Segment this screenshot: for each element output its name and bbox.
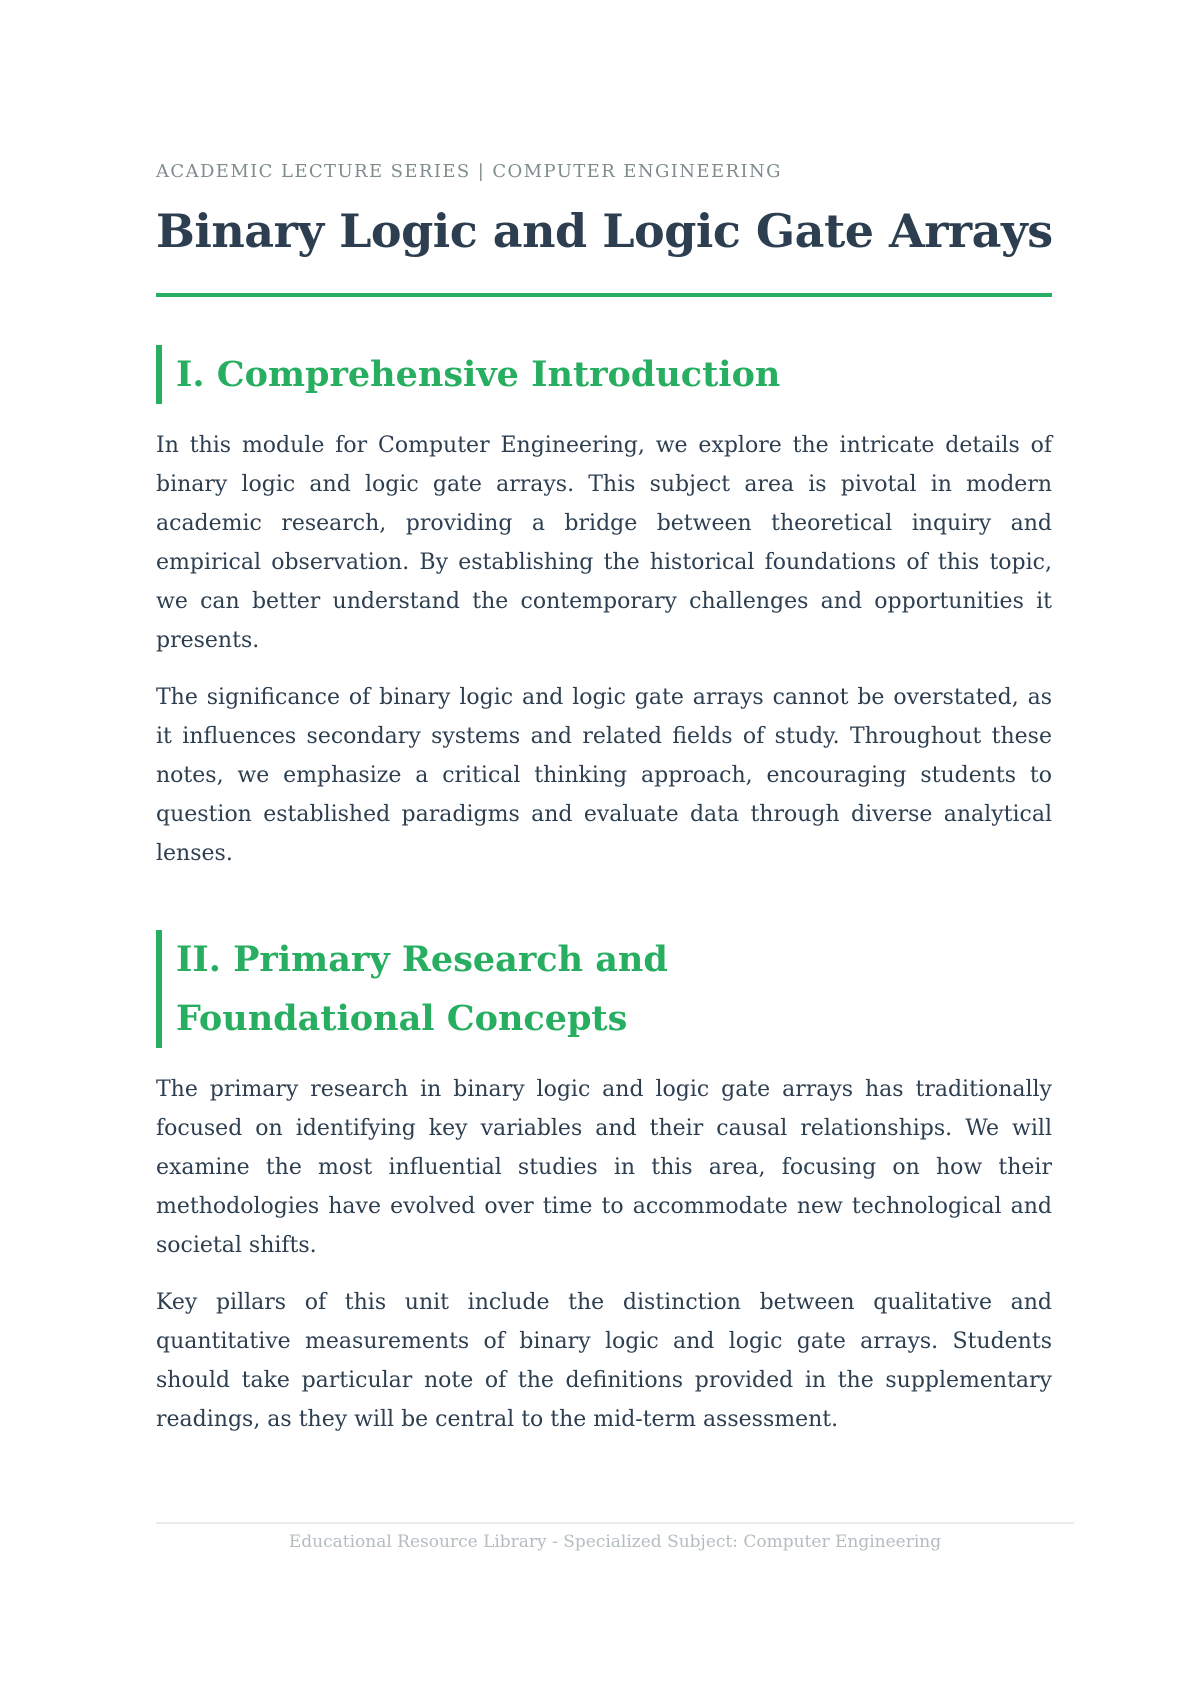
- page-footer: Educational Resource Library - Specialized Subject: Computer Engineering: [288, 1532, 942, 1552]
- body-paragraph: The significance of binary logic and logic gate arrays cannot be overstated, as it influences secondary systems and related fields of study. Throughout these notes, we emphasize a critical thinking approach, encouraging students to question established paradigms and evaluate data through diverse analytical lenses.: [156, 685, 1052, 866]
- title-divider: [156, 293, 1052, 297]
- body-paragraph: Key pillars of this unit include the distinction between qualitative and quantitative measurements of binary logic and logic gate arrays. Students should take particular note of the definitions provided in the supplementary readings, as they will be central to the mid-term assessment.: [156, 1290, 1052, 1432]
- section-primary-research: [156, 930, 1052, 1439]
- section-introduction: [156, 345, 1052, 873]
- section-heading: I. Comprehensive Introduction: [156, 345, 1052, 404]
- footer-divider: [156, 1522, 1074, 1524]
- body-paragraph: The primary research in binary logic and logic gate arrays has traditionally focused on identifying key variables and their causal relationships. We will examine the most influential studies in this area, focusing on how their methodologies have evolved over time to accommodate new technological and societal shifts.: [156, 1077, 1052, 1258]
- body-paragraph: In this module for Computer Engineering, we explore the intricate details of binary logic and logic gate arrays. This subject area is pivotal in modern academic research, providing a bridge between theoretical inquiry and empirical observation. By establishing the historical foundations of this topic, we can better understand the contemporary challenges and opportunities it presents.: [156, 433, 1052, 653]
- document-title: Binary Logic and Logic Gate Arrays: [156, 204, 1053, 258]
- section-heading: II. Primary Research and Foundational Concepts: [156, 930, 936, 1048]
- lecture-series-label: ACADEMIC LECTURE SERIES | COMPUTER ENGINEERING: [156, 161, 782, 182]
